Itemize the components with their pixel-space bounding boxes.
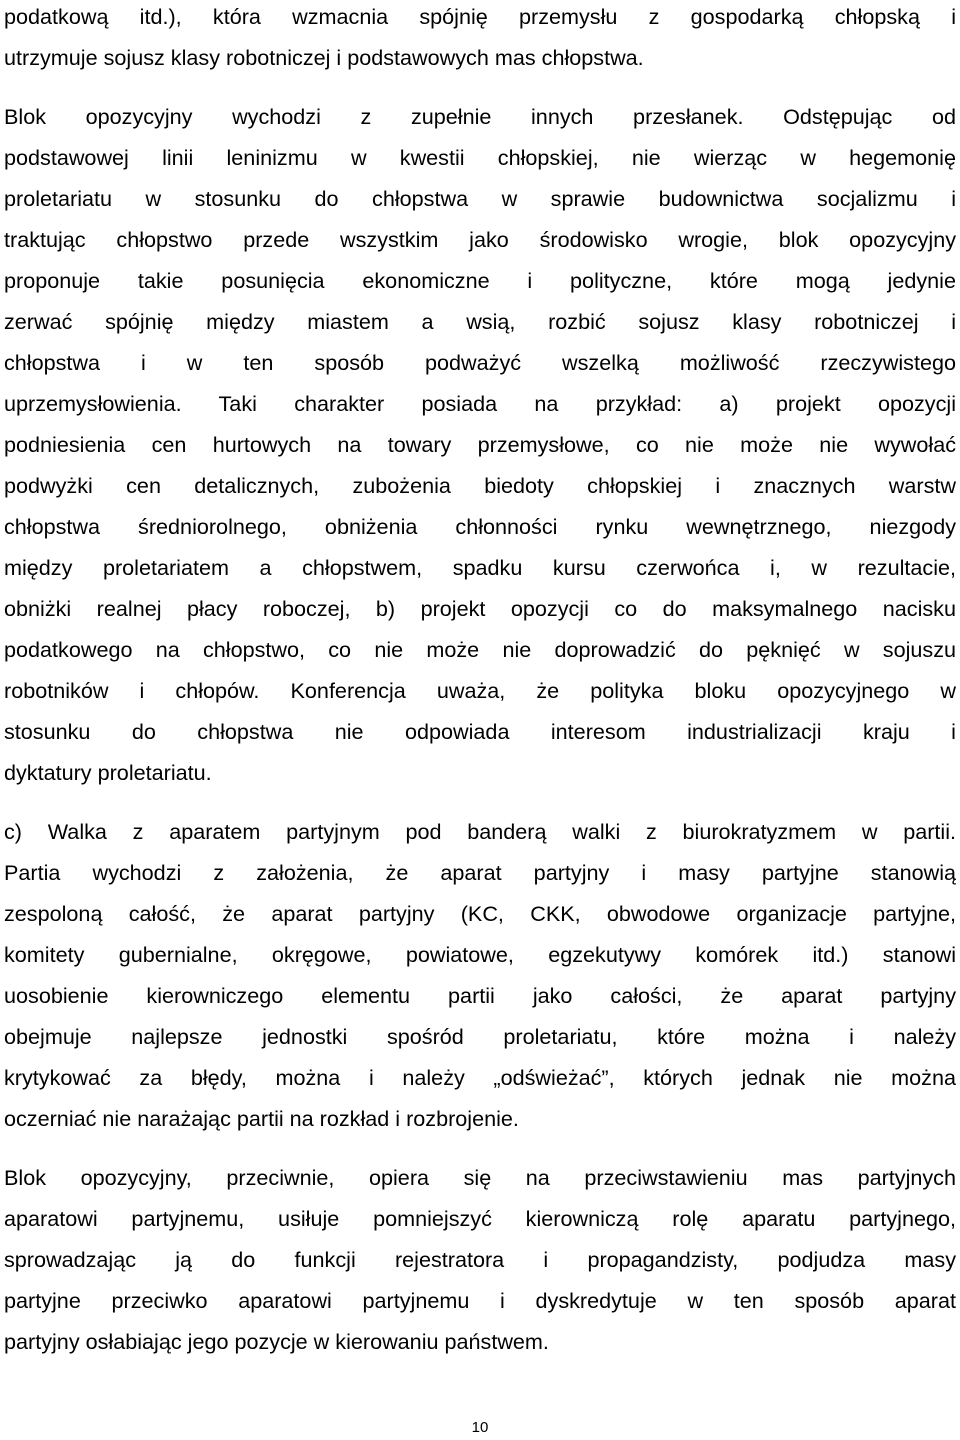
page-number: 10 [471, 1419, 489, 1436]
text-line: zespoloną całość, że aparat partyjny (KC, CKK, obwodowe organizacje partyjne, [4, 901, 956, 926]
paragraph [4, 1157, 956, 1362]
text-line: obniżki realnej płacy roboczej, b) projekt opozycji co do maksymalnego nacisku [4, 596, 956, 621]
text-line: stosunku do chłopstwa nie odpowiada interesom industrializacji kraju i [4, 719, 956, 744]
text-line: chłopstwa i w ten sposób podważyć wszelką możliwość rzeczywistego [4, 350, 956, 375]
text-line: traktując chłopstwo przede wszystkim jako środowisko wrogie, blok opozycyjny [4, 227, 956, 252]
text-line: zerwać spójnię między miastem a wsią, rozbić sojusz klasy robotniczej i [4, 309, 956, 334]
text-line: komitety gubernialne, okręgowe, powiatowe, egzekutywy komórek itd.) stanowi [4, 942, 956, 967]
document-body [4, 0, 956, 1362]
paragraph-gap [4, 78, 956, 96]
text-line: proponuje takie posunięcia ekonomiczne i polityczne, które mogą jedynie [4, 268, 956, 293]
text-line: partyjny osłabiając jego pozycje w kierowaniu państwem. [4, 1329, 549, 1354]
text-line: Blok opozycyjny, przeciwnie, opiera się na przeciwstawieniu mas partyjnych [4, 1165, 956, 1190]
text-line: partyjne przeciwko aparatowi partyjnemu i dyskredytuje w ten sposób aparat [4, 1288, 956, 1313]
text-line: podatkową itd.), która wzmacnia spójnię przemysłu z gospodarką chłopską i [4, 4, 956, 29]
paragraph [4, 811, 956, 1139]
text-line: między proletariatem a chłopstwem, spadku kursu czerwońca i, w rezultacie, [4, 555, 956, 580]
paragraph-gap [4, 793, 956, 811]
text-line: c) Walka z aparatem partyjnym pod banderą walki z biurokratyzmem w partii. [4, 819, 956, 844]
text-line: aparatowi partyjnemu, usiłuje pomniejszyć kierowniczą rolę aparatu partyjnego, [4, 1206, 956, 1231]
text-line: podstawowej linii leninizmu w kwestii chłopskiej, nie wierząc w hegemonię [4, 145, 956, 170]
text-line: robotników i chłopów. Konferencja uważa, że polityka bloku opozycyjnego w [4, 678, 956, 703]
text-line: utrzymuje sojusz klasy robotniczej i podstawowych mas chłopstwa. [4, 45, 644, 70]
paragraph [4, 96, 956, 793]
paragraph-gap [4, 1139, 956, 1157]
paragraph [4, 0, 956, 78]
text-line: chłopstwa średniorolnego, obniżenia chłonności rynku wewnętrznego, niezgody [4, 514, 956, 539]
text-line: uprzemysłowienia. Taki charakter posiada na przykład: a) projekt opozycji [4, 391, 956, 416]
text-line: sprowadzając ją do funkcji rejestratora i propagandzisty, podjudza masy [4, 1247, 956, 1272]
text-line: krytykować za błędy, można i należy „odświeżać”, których jednak nie można [4, 1065, 956, 1090]
text-line: podniesienia cen hurtowych na towary przemysłowe, co nie może nie wywołać [4, 432, 956, 457]
text-line: obejmuje najlepsze jednostki spośród proletariatu, które można i należy [4, 1024, 956, 1049]
text-line: proletariatu w stosunku do chłopstwa w sprawie budownictwa socjalizmu i [4, 186, 956, 211]
text-line: podwyżki cen detalicznych, zubożenia biedoty chłopskiej i znacznych warstw [4, 473, 956, 498]
text-line: oczerniać nie narażając partii na rozkład i rozbrojenie. [4, 1106, 519, 1131]
text-line: uosobienie kierowniczego elementu partii jako całości, że aparat partyjny [4, 983, 956, 1008]
text-line: podatkowego na chłopstwo, co nie może nie doprowadzić do pęknięć w sojuszu [4, 637, 956, 662]
text-line: Blok opozycyjny wychodzi z zupełnie innych przesłanek. Odstępując od [4, 104, 956, 129]
text-line: Partia wychodzi z założenia, że aparat partyjny i masy partyjne stanowią [4, 860, 956, 885]
text-line: dyktatury proletariatu. [4, 760, 212, 785]
